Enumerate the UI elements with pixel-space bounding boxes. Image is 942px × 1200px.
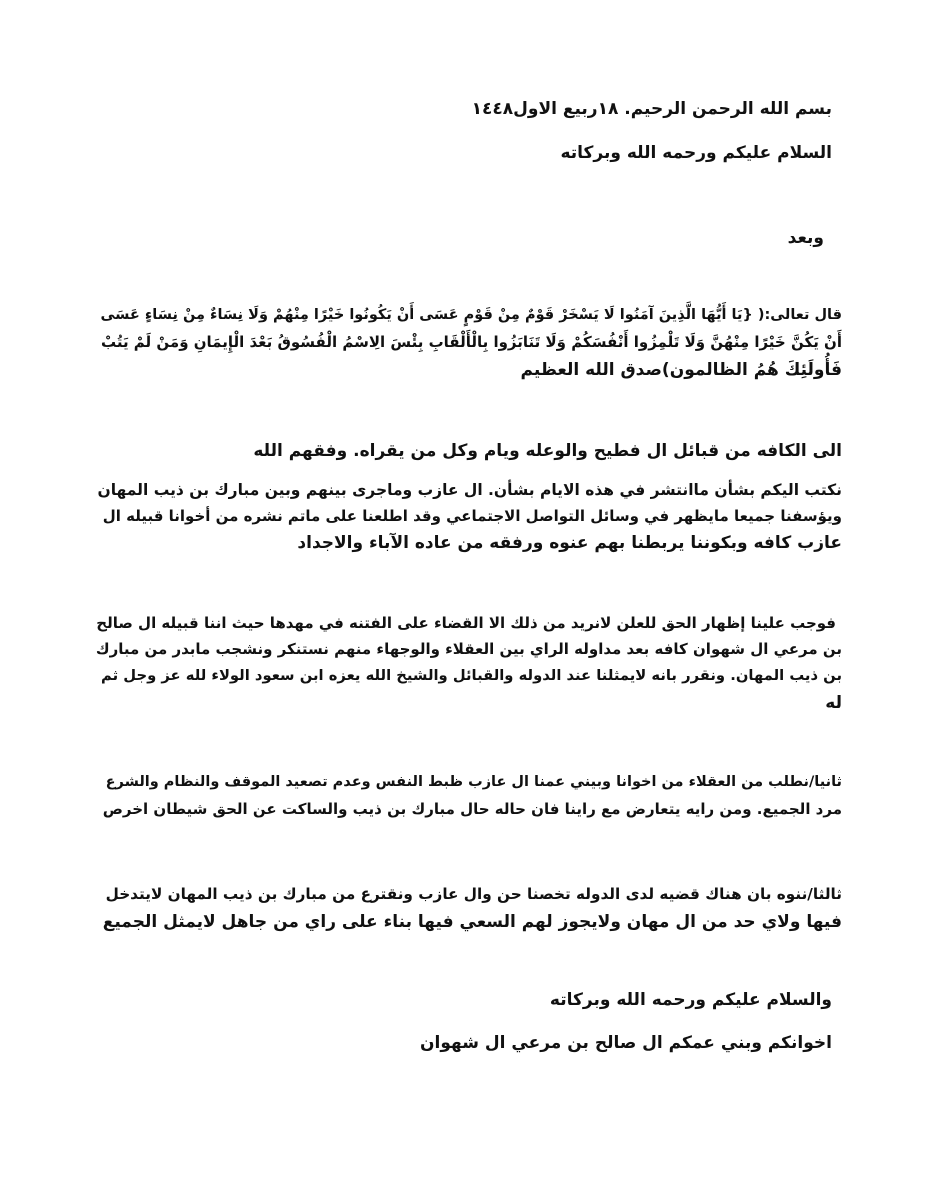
- quran-line: أَنْ يَكُنَّ خَيْرًا مِنْهُنَّ وَلَا تَلْمِزُوا أَنْفُسَكُمْ وَلَا تَنَابَزُوا بِالْأَلْقَابِ بِئْسَ الِاسْمُ الْفُسُوقُ بَعْدَ الْإِيمَانِ وَمَنْ لَمْ يَتُبْ: [100, 333, 842, 351]
- header-greeting: السلام عليكم ورحمه الله وبركاته: [560, 143, 832, 163]
- paragraph-1-line: نكتب اليكم بشأن ماانتشر في هذه الايام بشأن. ال عازب وماجرى بينهم وبين مبارك بن ذيب المهان: [97, 481, 842, 499]
- header-basmala-date: بسم الله الرحمن الرحيم. ١٨ربيع الاول١٤٤٨: [471, 99, 832, 119]
- paragraph-4-line: فيها ولاي حد من ال مهان ولايجوز لهم السعي فيها بناء على راي من جاهل لايمثل الجميع: [102, 912, 842, 932]
- paragraph-1-line: ويؤسفنا جميعا مايظهر في وسائل التواصل الاجتماعي وقد اطلعنا على ماتم نشره من أخوانا قبيله ال: [102, 507, 842, 525]
- quran-line: قال تعالى:( {يَا أَيُّهَا الَّذِينَ آمَنُوا لَا يَسْخَرْ قَوْمٌ مِنْ قَوْمٍ عَسَى أَنْ يَكُونُوا خَيْرًا مِنْهُمْ وَلَا نِسَاءٌ مِنْ نِسَاءٍ عَسَى: [100, 307, 842, 323]
- closing-greeting: والسلام عليكم ورحمه الله وبركاته: [549, 990, 832, 1010]
- quran-line: فَأُولَئِكَ هُمُ الظالمون)صدق الله العظيم: [520, 360, 842, 380]
- paragraph-1-line: عازب كافه وبكوننا يربطنا بهم عنوه ورفقه من عاده الآباء والاجداد: [297, 533, 842, 553]
- paragraph-3-line: ثانيا/نطلب من العقلاء من اخوانا وبيني عمنا ال عازب ظبط النفس وعدم تصعيد الموقف والنظام والشرع: [105, 774, 842, 790]
- paragraph-2-line: بن ذيب المهان. ونقرر بانه لايمثلنا عند الدوله والقبائل والشيخ الله يعزه ابن سعود الولاء لله عز وجل ثم: [101, 667, 842, 684]
- paragraph-2-line: له: [825, 693, 842, 713]
- addressee-line: الى الكافه من قبائل ال فطيح والوعله ويام وكل من يقراه. وفقهم الله: [253, 441, 842, 461]
- paragraph-2-line: فوجب علينا إظهار الحق للعلن لانريد من ذلك الا القضاء على الفتنه في مهدها حيث اننا قبيله ال صالح: [96, 614, 836, 632]
- paragraph-3-line: مرد الجميع. ومن رايه يتعارض مع راينا فان حاله حال مبارك بن ذيب والساكت عن الحق شيطان اخرص: [102, 800, 842, 818]
- paragraph-2-line: بن مرعي ال شهوان كافه بعد مداوله الراي بين العقلاء والوجهاء منهم نستنكر ونشجب مابدر من مبارك: [95, 640, 842, 658]
- signature-line: اخوانكم وبني عمكم ال صالح بن مرعي ال شهوان: [420, 1033, 832, 1053]
- opening-word: وبعد: [787, 228, 824, 248]
- paragraph-4-line: ثالثا/ننوه بان هناك قضيه لدى الدوله تخصنا حن وال عازب ونقترع من مبارك بن ذيب المهان لايتدخل: [105, 885, 842, 903]
